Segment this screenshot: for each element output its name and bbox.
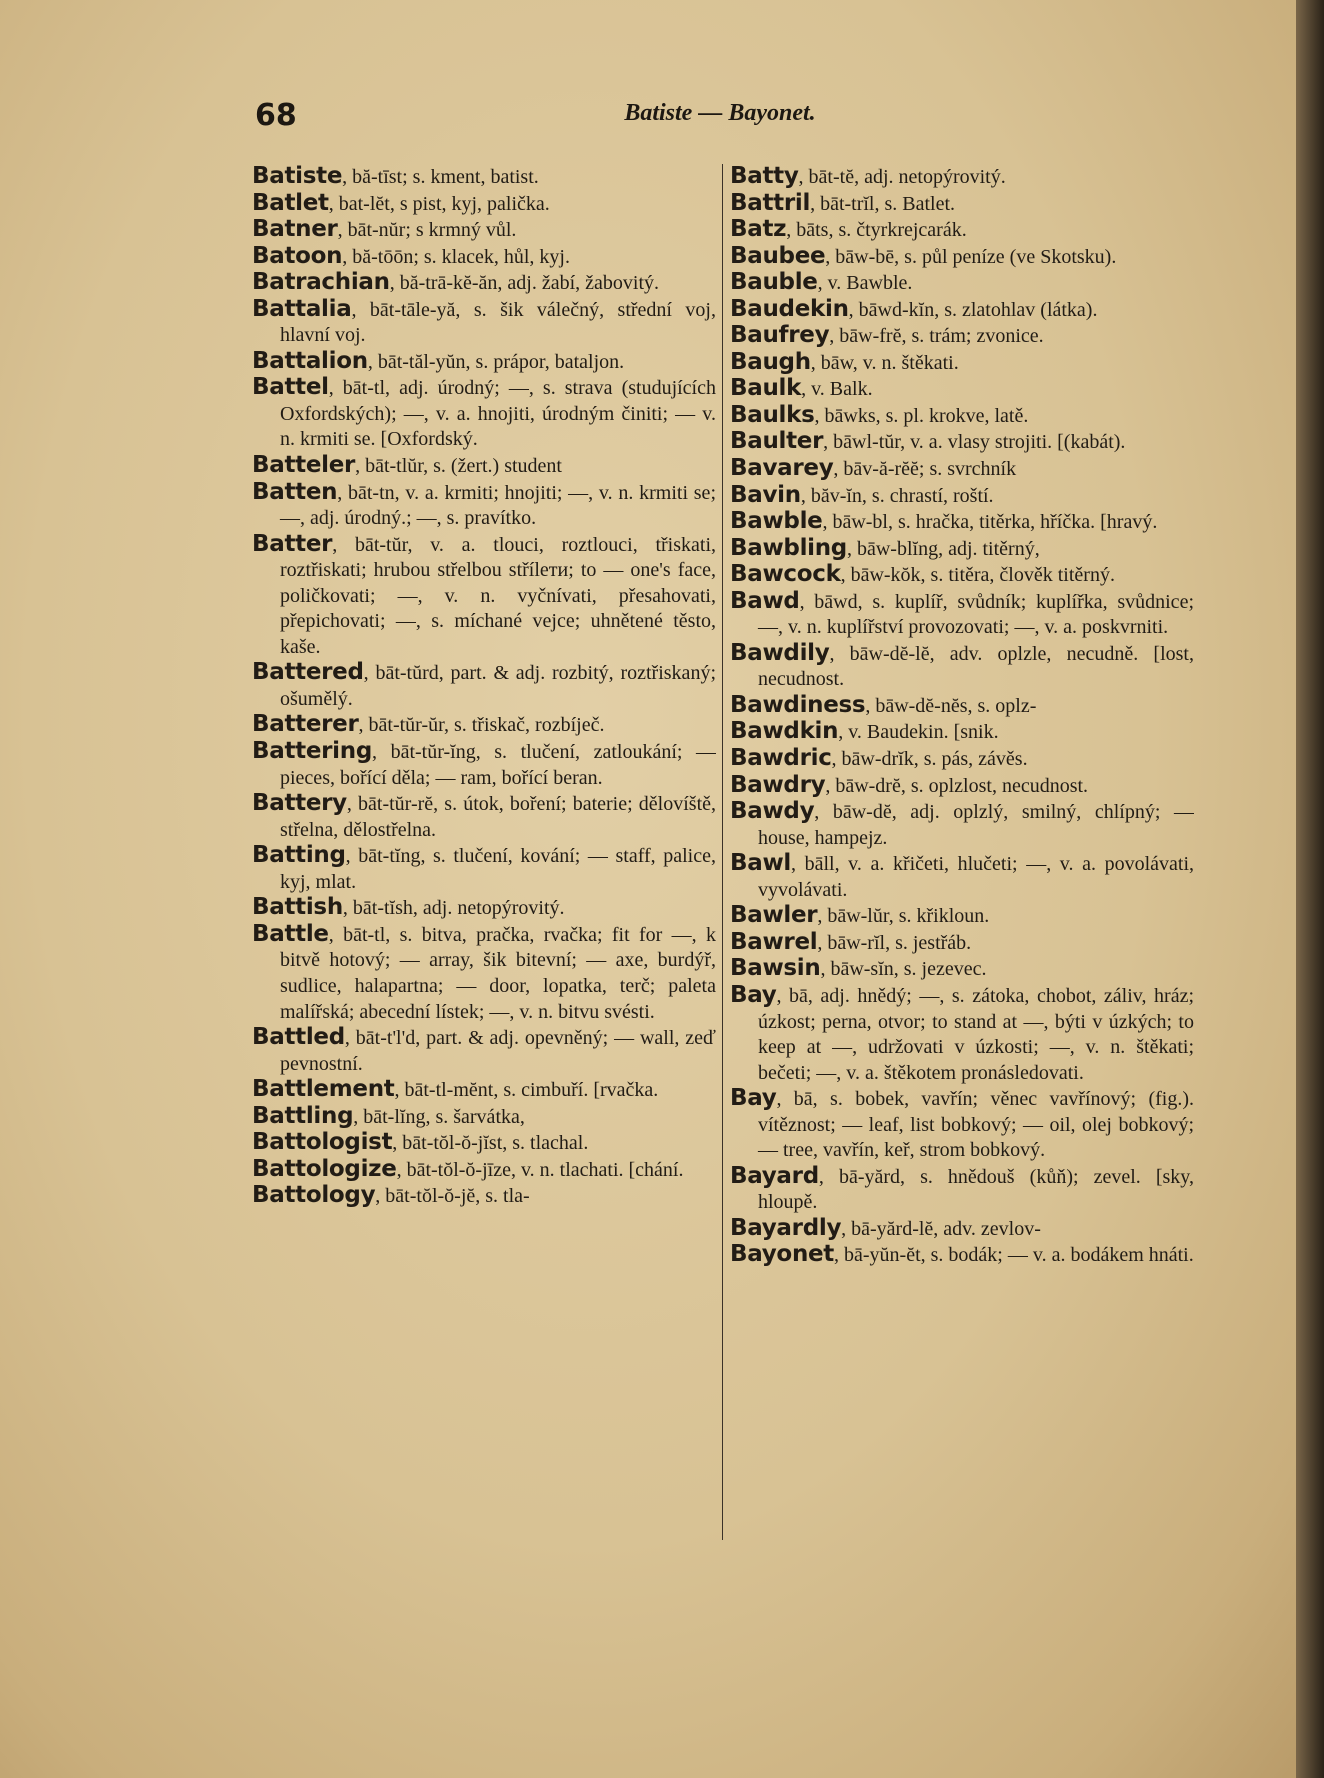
dictionary-entry: [252, 922, 716, 1025]
entry-headword: Battled: [252, 1024, 345, 1051]
entry-headword: Batner: [252, 216, 338, 243]
entry-headword: Battery: [252, 790, 347, 817]
left-column: [252, 164, 716, 1549]
entry-headword: Battlement: [252, 1076, 395, 1103]
dictionary-entry: [730, 350, 1194, 377]
entry-definition: , bāt-tĭng, s. tlučení, kování; — staff, palice, kyj, mlat.: [280, 845, 716, 893]
dictionary-entry: [252, 843, 716, 895]
page-edge-shadow: [1296, 0, 1324, 1778]
entry-definition: , bāt-tĭsh, adj. netopýrovitý.: [342, 897, 565, 920]
entry-definition: , bāw-drĭk, s. pás, závěs.: [831, 748, 1028, 771]
entry-headword: Battology: [252, 1182, 376, 1209]
dictionary-entry: [252, 1104, 716, 1131]
entry-headword: Baugh: [730, 348, 811, 375]
entry-definition: , bāw-rĭl, s. jestřáb.: [817, 931, 972, 954]
entry-definition: , bāw-bē, s. půl peníze (ve Skotsku).: [825, 245, 1117, 268]
entry-headword: Bawcock: [730, 561, 841, 588]
entry-headword: Battologize: [252, 1155, 397, 1182]
entry-headword: Bavin: [730, 481, 801, 508]
entry-definition: , bāt-tŭr-ĭng, s. tlučení, zatloukání; — pieces, bořící děla; — ram, bořící beran.: [280, 741, 716, 789]
dictionary-entry: [252, 1077, 716, 1104]
dictionary-entry: [730, 191, 1194, 218]
entry-definition: , bāw-bl, s. hračka, titěrka, hříčka. [hravý.: [822, 511, 1158, 534]
entry-definition: , bāt-nŭr; s krmný vůl.: [337, 219, 517, 242]
entry-definition: , bāt-tŭr, v. a. tlouci, roztlouci, třiskati, roztřiskati; hrubou střelbou střílети; to — one's face, poličkovati; —, v. n. vyčnívati, přesahovati, přepichovati; —, s. míchané vejce; uhnětené těsto, kaše.: [280, 533, 716, 658]
entry-definition: , bāt-tŏl-ŏ-jĭst, s. tlachal.: [392, 1132, 589, 1155]
entry-definition: , bā, adj. hnědý; —, s. zátoka, chobot, záliv, hráz; úzkost; perna, otvor; to stand at —, býti v úzkých; to keep at —, udržovati v úzkosti; —, v. n. štěkati; bečeti; —, v. a. štěkotem pronásledovati.: [758, 984, 1194, 1084]
entry-headword: Baulter: [730, 428, 824, 455]
dictionary-entry: [730, 536, 1194, 563]
dictionary-entry: [252, 739, 716, 791]
dictionary-entry: [730, 851, 1194, 903]
dictionary-entry: [252, 480, 716, 532]
dictionary-entry: [730, 376, 1194, 403]
entry-definition: , bāw-blĭng, adj. titěrný,: [846, 537, 1040, 560]
dictionary-entry: [252, 660, 716, 712]
entry-definition: , bāts, s. čtyrkrejcarák.: [786, 219, 967, 242]
dictionary-entry: [252, 1130, 716, 1157]
entry-definition: , bāw-dĕ, adj. oplzlý, smilný, chlípný; — house, hampejz.: [758, 801, 1194, 849]
entry-headword: Bayardly: [730, 1214, 842, 1241]
entry-definition: , băv-ĭn, s. chrastí, roští.: [800, 484, 994, 507]
dictionary-entry: [252, 453, 716, 480]
entry-definition: , bā, s. bobek, vavřín; věnec vavřínový; (fig.). vítěznost; — leaf, list bobkový; — oil, olej bobkový; — tree, vavřín, keř, strom bobkový.: [758, 1088, 1194, 1162]
page-number: 68: [255, 98, 297, 133]
entry-definition: , bă-tōōn; s. klacek, hůl, kyj.: [342, 245, 570, 268]
entry-definition: , bā-yărd, s. hnědouš (kůň); zevel. [sky, hloupě.: [758, 1165, 1194, 1214]
entry-headword: Bawdry: [730, 771, 826, 798]
entry-definition: , bāv-ă-rĕĕ; s. svrchník: [833, 458, 1017, 481]
entry-headword: Bavarey: [730, 455, 834, 482]
entry-definition: , bāt-tl-mĕnt, s. cimbuří. [rvačka.: [394, 1079, 659, 1102]
entry-headword: Bawdily: [730, 639, 830, 666]
entry-headword: Batterer: [252, 711, 359, 738]
entry-definition: , bā-yŭn-ĕt, s. bodák; — v. a. bodákem hnáti.: [834, 1244, 1194, 1267]
entry-headword: Baubee: [730, 242, 826, 269]
entry-headword: Baulk: [730, 375, 802, 402]
entry-headword: Battering: [252, 738, 373, 765]
entry-headword: Batz: [730, 216, 787, 243]
dictionary-entry: [730, 1242, 1194, 1269]
entry-headword: Batlet: [252, 189, 329, 216]
entry-definition: , bă-trā-kĕ-ăn, adj. žabí, žabovitý.: [389, 272, 660, 295]
dictionary-entry: [252, 791, 716, 843]
dictionary-entry: [252, 244, 716, 271]
entry-definition: , v. Baudekin. [snik.: [838, 721, 999, 744]
dictionary-entry: [252, 297, 716, 349]
entry-headword: Bawsin: [730, 955, 821, 982]
dictionary-entry: [730, 429, 1194, 456]
dictionary-entry: [730, 297, 1194, 324]
entry-definition: , bā-yărd-lĕ, adv. zevlov-: [841, 1217, 1041, 1240]
entry-definition: , bāt-tăl-yŭn, s. prápor, bataljon.: [367, 350, 625, 373]
dictionary-entry: [252, 191, 716, 218]
entry-headword: Bawrel: [730, 928, 818, 955]
dictionary-entry: [730, 217, 1194, 244]
entry-definition: , bāt-lĭng, s. šarvátka,: [353, 1105, 525, 1128]
entry-headword: Battologist: [252, 1129, 393, 1156]
entry-headword: Bawdiness: [730, 691, 866, 718]
dictionary-entry: [252, 270, 716, 297]
entry-headword: Bauble: [730, 269, 818, 296]
dictionary-entry: [730, 589, 1194, 641]
dictionary-entry: [252, 1183, 716, 1210]
right-column: [730, 164, 1194, 1549]
entry-definition: , v. Bawble.: [817, 272, 913, 295]
dictionary-entry: [730, 799, 1194, 851]
entry-headword: Battling: [252, 1102, 354, 1129]
entry-definition: , bāw-lŭr, s. křikloun.: [817, 905, 990, 928]
entry-headword: Battish: [252, 894, 343, 921]
entry-definition: , bāw, v. n. štěkati.: [810, 351, 959, 374]
entry-definition: , bāt-tĕ, adj. netopýrovitý.: [798, 166, 1006, 188]
dictionary-entry: [252, 164, 716, 191]
entry-definition: , bāwks, s. pl. krokve, latě.: [814, 404, 1029, 427]
dictionary-entry: [252, 1157, 716, 1184]
entry-headword: Batteler: [252, 452, 356, 479]
entry-headword: Batoon: [252, 242, 343, 269]
column-divider: [722, 164, 723, 1540]
dictionary-entry: [252, 532, 716, 661]
entry-headword: Battle: [252, 920, 329, 947]
entry-headword: Bawble: [730, 508, 823, 535]
entry-definition: , bă-tīst; s. kment, batist.: [342, 166, 539, 188]
dictionary-entry: [730, 930, 1194, 957]
dictionary-entry: [730, 903, 1194, 930]
entry-definition: , bāwd-kĭn, s. zlatohlav (látka).: [848, 298, 1098, 321]
entry-definition: , bāwd, s. kuplíř, svůdník; kuplířka, svůdnice; —, v. n. kuplířství provozovati; —, v. a. poskvrniti.: [758, 590, 1194, 639]
entry-headword: Bawler: [730, 902, 818, 929]
dictionary-entry: [730, 483, 1194, 510]
entry-definition: , bāt-tŏl-ŏ-jĕ, s. tla-: [375, 1185, 530, 1208]
dictionary-entry: [730, 403, 1194, 430]
entry-definition: , bāt-tāle-yă, s. šik válečný, střední voj, hlavní voj.: [280, 298, 716, 347]
entry-headword: Bay: [730, 1085, 777, 1112]
entry-headword: Bawl: [730, 850, 791, 877]
entry-definition: , bāw-dĕ-lĕ, adv. oplzle, necudně. [lost, necudnost.: [758, 642, 1194, 691]
entry-definition: , bāt-t'l'd, part. & adj. opevněný; — wall, zeď pevnostní.: [280, 1027, 716, 1075]
dictionary-entry: [730, 983, 1194, 1086]
entry-headword: Batiste: [252, 164, 343, 189]
dictionary-entry: [252, 217, 716, 244]
entry-definition: , bāt-tl, adj. úrodný; —, s. strava (studujících Oxfordských); —, v. a. hnojiti, úrodným činiti; — v. n. krmiti se. [Oxfordský.: [280, 377, 716, 451]
entry-definition: , bāt-tlŭr, s. (žert.) student: [355, 455, 562, 478]
entry-definition: , bāw-frĕ, s. trám; zvonice.: [829, 325, 1044, 348]
dictionary-entry: [730, 562, 1194, 589]
entry-headword: Batten: [252, 478, 338, 505]
entry-headword: Baulks: [730, 401, 815, 428]
entry-definition: , v. Balk.: [801, 378, 873, 401]
entry-headword: Battril: [730, 189, 811, 216]
entry-definition: , bāt-tl, s. bitva, pračka, rvačka; fit for —, k bitvě hotový; — array, šik bitevní; — axe, burdýř, sudlice, halapartna; — door, lopatka, terč; paleta malířská; abecední lístek; —, v. n. bitvu svésti.: [280, 923, 716, 1023]
dictionary-entry: [252, 1025, 716, 1077]
entry-definition: , bāt-tŏl-ŏ-jīze, v. n. tlachati. [chání.: [396, 1158, 684, 1181]
entry-definition: , bāt-tŭrd, part. & adj. rozbitý, roztřiskaný; ošumělý.: [280, 662, 716, 710]
entry-headword: Batting: [252, 842, 346, 869]
entry-definition: , bāt-tŭr-ŭr, s. třiskač, rozbíječ.: [358, 714, 605, 737]
entry-definition: , bat-lĕt, s pist, kyj, palička.: [328, 192, 550, 215]
entry-definition: , bāw-sĭn, s. jezevec.: [820, 958, 987, 981]
entry-definition: , bāw-dĕ-nĕs, s. oplz-: [865, 694, 1037, 717]
dictionary-entry: [730, 1086, 1194, 1164]
dictionary-entry: [252, 712, 716, 739]
running-title: Batiste — Bayonet.: [624, 100, 816, 126]
entry-headword: Bawbling: [730, 534, 847, 561]
dictionary-entry: [252, 895, 716, 922]
entry-headword: Bawdric: [730, 745, 832, 772]
dictionary-entry: [730, 1164, 1194, 1216]
entry-headword: Bawdkin: [730, 718, 839, 745]
entry-headword: Bay: [730, 981, 777, 1008]
dictionary-entry: [730, 323, 1194, 350]
entry-definition: , bāll, v. a. křičeti, hlučeti; —, v. a. povolávati, vyvolávati.: [758, 853, 1194, 901]
entry-definition: , bāw-kŏk, s. titěra, člověk titěrný.: [840, 564, 1115, 587]
entry-headword: Bawd: [730, 587, 800, 614]
entry-headword: Batrachian: [252, 269, 390, 296]
dictionary-entry: [730, 719, 1194, 746]
entry-definition: , bāt-trĭl, s. Batlet.: [810, 192, 956, 215]
entry-headword: Battered: [252, 659, 364, 686]
entry-definition: , bāw-drĕ, s. oplzlost, necudnost.: [825, 774, 1089, 797]
entry-headword: Battalion: [252, 347, 368, 374]
dictionary-entry: [730, 693, 1194, 720]
entry-headword: Batter: [252, 530, 333, 557]
dictionary-entry: [730, 746, 1194, 773]
dictionary-entry: [730, 1216, 1194, 1243]
entry-headword: Battalia: [252, 295, 352, 322]
entry-definition: , bāt-tŭr-rĕ, s. útok, boření; baterie; dělovíště, střelna, dělostřelna.: [280, 793, 716, 841]
dictionary-entry: [252, 375, 716, 453]
dictionary-entry: [252, 349, 716, 376]
entry-headword: Bawdy: [730, 798, 815, 825]
dictionary-entry: [730, 270, 1194, 297]
entry-definition: , bāwl-tŭr, v. a. vlasy strojiti. [(kabát).: [823, 431, 1126, 454]
entry-headword: Bayonet: [730, 1241, 835, 1268]
dictionary-entry: [730, 956, 1194, 983]
dictionary-entry: [730, 244, 1194, 271]
entry-headword: Baufrey: [730, 322, 830, 349]
entry-headword: Batty: [730, 164, 799, 189]
entry-headword: Bayard: [730, 1162, 819, 1189]
entry-headword: Battel: [252, 374, 329, 401]
entry-headword: Baudekin: [730, 295, 849, 322]
dictionary-entry: [730, 773, 1194, 800]
dictionary-entry: [730, 509, 1194, 536]
dictionary-entry: [730, 164, 1194, 191]
entry-definition: , bāt-tn, v. a. krmiti; hnojiti; —, v. n. krmiti se; —, adj. úrodný.; —, s. pravítko.: [280, 481, 716, 530]
dictionary-entry: [730, 456, 1194, 483]
dictionary-entry: [730, 641, 1194, 693]
